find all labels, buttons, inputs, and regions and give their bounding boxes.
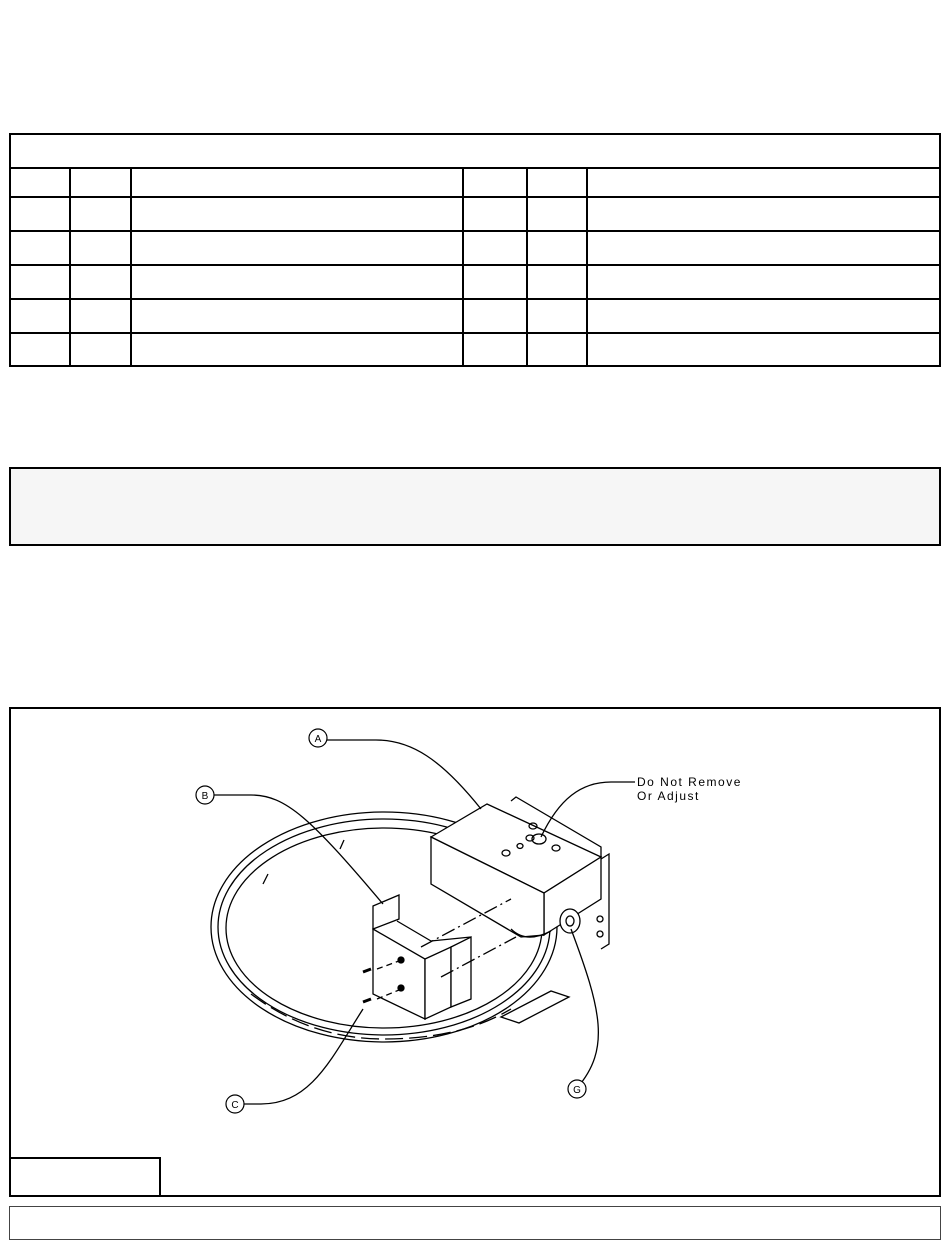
leader-line-g	[571, 929, 598, 1088]
callout-g	[568, 1080, 586, 1098]
housing-part	[431, 797, 609, 949]
annotation-line-1: Do Not Remove	[637, 775, 742, 789]
table-cell	[11, 266, 69, 298]
callout-b	[196, 786, 214, 804]
table-header-cell	[132, 167, 462, 196]
table-cell	[588, 232, 942, 264]
table-cell	[588, 300, 942, 332]
parts-table-title	[11, 135, 939, 169]
callout-g-label: G	[573, 1085, 581, 1096]
table-cell	[132, 300, 462, 332]
parts-table	[9, 133, 941, 367]
table-cell	[132, 266, 462, 298]
table-row	[11, 300, 939, 334]
table-header-row	[11, 167, 939, 198]
callout-a-label: A	[314, 734, 322, 745]
table-cell	[464, 198, 526, 230]
table-cell	[71, 334, 130, 365]
table-cell	[71, 300, 130, 332]
table-cell	[132, 334, 462, 365]
table-cell	[528, 232, 586, 264]
table-row	[11, 266, 939, 300]
table-header-cell	[528, 167, 586, 196]
table-cell	[588, 266, 942, 298]
table-cell	[464, 266, 526, 298]
table-cell	[11, 232, 69, 264]
table-cell	[528, 198, 586, 230]
note-box	[9, 467, 941, 546]
table-row	[11, 198, 939, 232]
table-cell	[11, 198, 69, 230]
table-cell	[588, 334, 942, 365]
footer-box	[9, 1206, 941, 1240]
table-cell	[464, 232, 526, 264]
bracket-part	[373, 895, 471, 1019]
table-row	[11, 334, 939, 365]
table-cell	[11, 334, 69, 365]
table-cell	[71, 266, 130, 298]
assembly-illustration	[11, 709, 939, 1195]
table-row	[11, 232, 939, 266]
table-cell	[528, 300, 586, 332]
table-header-cell	[588, 167, 942, 196]
callout-b-label: B	[201, 791, 209, 802]
table-header-cell	[11, 167, 69, 196]
figure-frame	[9, 707, 941, 1197]
table-cell	[71, 232, 130, 264]
callout-c	[226, 1095, 244, 1113]
table-cell	[528, 266, 586, 298]
annotation-line-2: Or Adjust	[637, 789, 700, 803]
table-cell	[132, 198, 462, 230]
table-header-cell	[464, 167, 526, 196]
table-cell	[528, 334, 586, 365]
table-cell	[588, 198, 942, 230]
callout-a	[309, 729, 327, 747]
table-cell	[11, 300, 69, 332]
table-header-cell	[71, 167, 130, 196]
figure-label-box	[11, 1157, 161, 1195]
callout-c-label: C	[231, 1100, 239, 1111]
leader-line-annotation	[541, 782, 635, 837]
table-cell	[132, 232, 462, 264]
table-cell	[71, 198, 130, 230]
table-cell	[464, 300, 526, 332]
table-cell	[464, 334, 526, 365]
leader-line-a	[327, 740, 481, 809]
